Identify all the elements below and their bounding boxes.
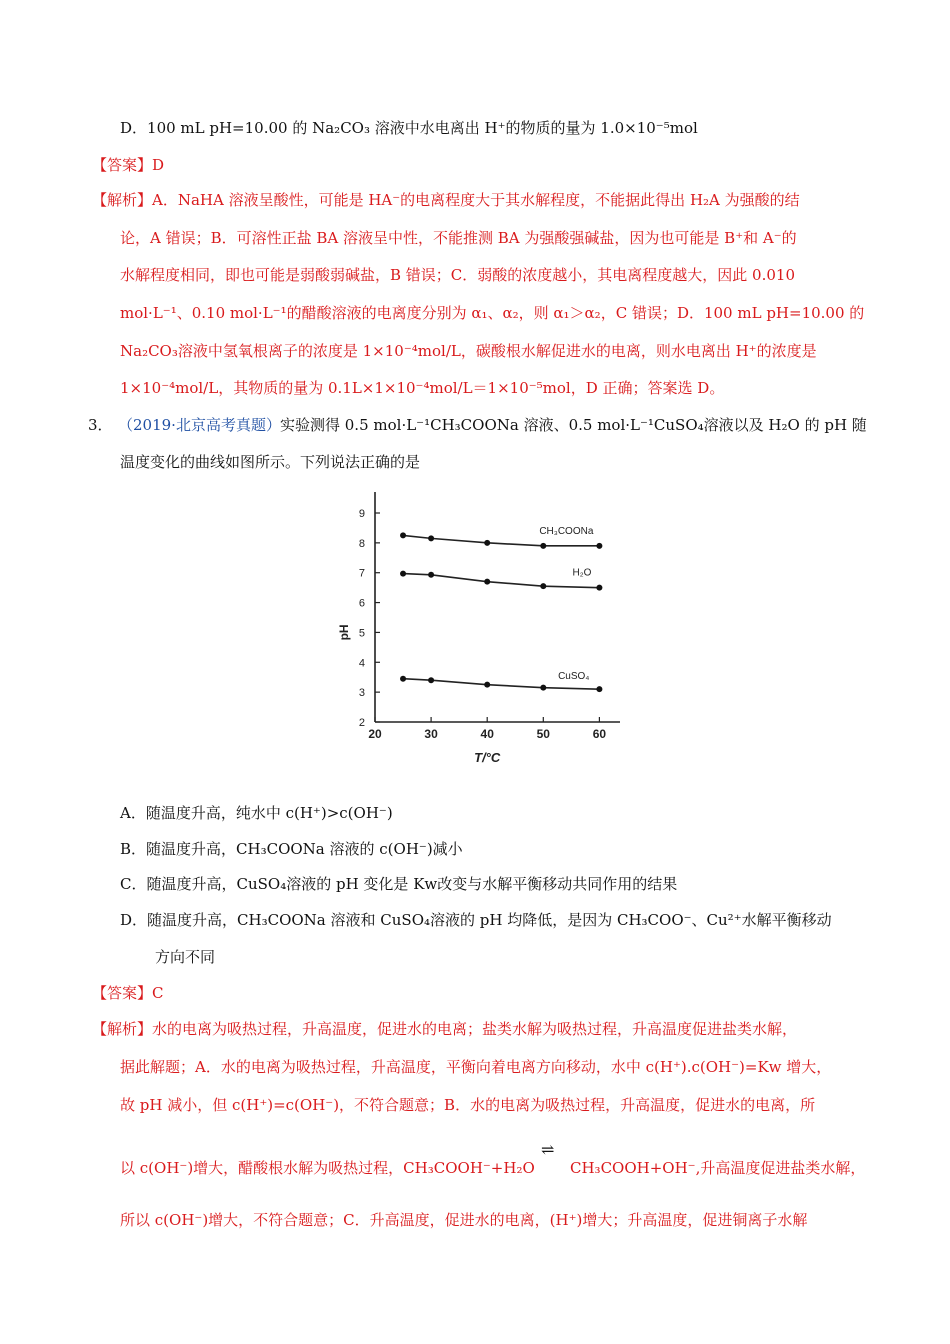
analysis1-line1: 【解析】A．NaHA 溶液呈酸性，可能是 HA⁻的电离程度大于其水解程度，不能据此得出 H₂A 为强酸的结 [92, 191, 800, 209]
x-tick-label: 30 [424, 727, 438, 741]
data-point [540, 543, 546, 549]
question-number: 3． [88, 416, 113, 434]
analysis2-line1: 【解析】水的电离为吸热过程，升高温度，促进水的电离；盐类水解为吸热过程，升高温度促进盐类水解， [92, 1020, 798, 1038]
analysis2-line3: 故 pH 减小，但 c(H⁺)=c(OH⁻)，不符合题意；B．水的电离为吸热过程，升高温度，促进水的电离，所 [120, 1096, 816, 1114]
y-tick-label: 4 [358, 657, 365, 670]
question-stem-line2: 温度变化的曲线如图所示。下列说法正确的是 [120, 453, 421, 471]
data-point [400, 571, 406, 577]
analysis1-line5: Na₂CO₃溶液中氢氧根离子的浓度是 1×10⁻⁴mol/L，碳酸根水解促进水的电离，则水电离出 H⁺的浓度是 [120, 342, 817, 360]
data-point [428, 535, 434, 541]
data-point [484, 682, 490, 688]
data-point [428, 572, 434, 578]
option-c: C．随温度升高，CuSO₄溶液的 pH 变化是 Kw改变与水解平衡移动共同作用的结果 [120, 875, 678, 893]
y-tick-label: 5 [358, 627, 365, 640]
answer-label-2: 【答案】C [92, 984, 164, 1002]
x-tick-label: 40 [480, 727, 494, 741]
analysis2-line4a: 以 c(OH⁻)增大，醋酸根水解为吸热过程，CH₃COOH⁻+H₂O [120, 1159, 535, 1177]
data-point [484, 579, 490, 585]
series-label: CH₃COONa [539, 525, 594, 537]
question-source: （2019·北京高考真题） [118, 416, 281, 434]
y-tick-label: 2 [358, 717, 365, 729]
y-axis-label: pH [337, 624, 351, 641]
analysis2-line5: 所以 c(OH⁻)增大，不符合题意；C．升高温度，促进水的电离，(H⁺)增大；升高温度，促进铜离子水解 [120, 1211, 808, 1229]
analysis1-line2: 论，A 错误；B．可溶性正盐 BA 溶液呈中性，不能推测 BA 为强酸强碱盐，因为也可能是 B⁺和 A⁻的 [120, 229, 797, 247]
x-tick-label: 20 [368, 727, 382, 741]
series-label: H₂O [572, 567, 592, 579]
y-tick-label: 8 [358, 537, 365, 550]
option-d-line2: 方向不同 [155, 948, 216, 966]
y-tick-label: 9 [358, 508, 365, 520]
data-point [400, 532, 406, 538]
data-point [540, 685, 546, 691]
equilibrium-arrow: ⇌ [541, 1140, 555, 1159]
analysis2-line2: 据此解题；A．水的电离为吸热过程，升高温度，平衡向着电离方向移动，水中 c(H⁺).c(OH⁻)=Kw 增大， [120, 1058, 832, 1076]
x-axis-label: T/°C [474, 750, 501, 765]
data-point [428, 677, 434, 683]
option-d-line1: D．随温度升高，CH₃COONa 溶液和 CuSO₄溶液的 pH 均降低，是因为 CH₃COO⁻、Cu²⁺水解平衡移动 [120, 911, 832, 929]
data-point [596, 543, 602, 549]
y-tick-label: 3 [358, 687, 365, 700]
y-tick-label: 7 [358, 567, 365, 580]
x-tick-label: 60 [592, 727, 607, 741]
option-b: B．随温度升高，CH₃COONa 溶液的 c(OH⁻)减小 [120, 840, 463, 858]
answer-label-1: 【答案】D [92, 156, 165, 174]
option-a: A．随温度升高，纯水中 c(H⁺)>c(OH⁻) [120, 804, 393, 822]
data-point [540, 583, 546, 589]
series-label: CuSO₄ [558, 671, 590, 683]
question-stem-line1: 实验测得 0.5 mol·L⁻¹CH₃COONa 溶液、0.5 mol·L⁻¹CuSO₄溶液以及 H₂O 的 pH 随 [280, 416, 867, 434]
analysis2-line4b: CH₃COOH+OH⁻,升高温度促进盐类水解， [570, 1159, 866, 1177]
x-tick-label: 50 [536, 727, 550, 741]
analysis1-line3: 水解程度相同，即也可能是弱酸弱碱盐，B 错误；C．弱酸的浓度越小，其电离程度越大，因此 0.010 [120, 266, 795, 284]
analysis1-line4: mol·L⁻¹、0.10 mol·L⁻¹的醋酸溶液的电离度分别为 α₁、α₂，则 α₁＞α₂，C 错误；D．100 mL pH=10.00 的 [120, 304, 865, 322]
ph-temperature-chart [330, 482, 620, 772]
data-point [400, 676, 406, 682]
data-point [484, 540, 490, 546]
data-point [596, 585, 602, 591]
data-point [596, 686, 602, 692]
analysis1-line6: 1×10⁻⁴mol/L，其物质的量为 0.1L×1×10⁻⁴mol/L＝1×10⁻⁵mol，D 正确；答案选 D。 [120, 379, 725, 397]
y-tick-label: 6 [358, 597, 365, 610]
option-d-previous: D．100 mL pH=10.00 的 Na₂CO₃ 溶液中水电离出 H⁺的物质的量为 1.0×10⁻⁵mol [120, 119, 698, 137]
